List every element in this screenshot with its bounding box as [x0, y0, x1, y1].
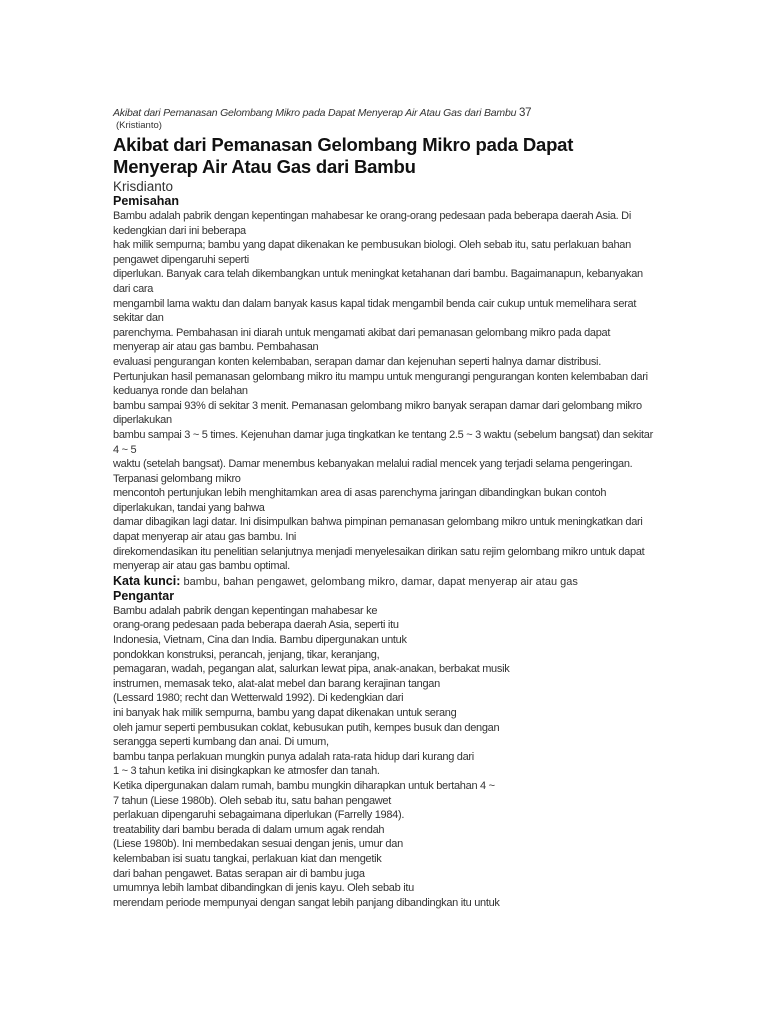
abstract-line: damar dibagikan lagi datar. Ini disimpulkan bahwa pimpinan pemanasan gelombang mikro untuk meningkatkan dari dapat menyerap air atau gas bambu. Ini	[113, 516, 643, 544]
intro-line: oleh jamur seperti pembusukan coklat, kebusukan putih, kempes busuk dan dengan	[113, 721, 500, 734]
abstract-line: direkomendasikan itu penelitian selanjutnya menjadi menyelesaikan dirikan satu rejim gelombang mikro untuk dapat menyerap air atau gas bambu optimal.	[113, 545, 645, 573]
abstract-line: mengambil lama waktu dan dalam banyak kasus kapal tidak mengambil benda cair cukup untuk memelihara serat sekitar dan	[113, 297, 637, 325]
abstract-line: Bambu adalah pabrik dengan kepentingan mahabesar ke orang-orang pedesaan pada beberapa daerah Asia. Di kedengkian dari ini beberapa	[113, 210, 631, 237]
abstract-heading: Pemisahan	[113, 194, 180, 208]
abstract-line: mencontoh pertunjukan lebih menghitamkan area di asas parenchyma jaringan dibandingkan bukan contoh diperlakukan, tandai yang bahwa	[113, 487, 607, 514]
intro-line: (Liese 1980b). Ini membedakan sesuai dengan jenis, umur dan	[113, 838, 403, 851]
abstract-line: bambu sampai 3 ~ 5 times. Kejenuhan damar juga tingkatkan ke tentang 2.5 ~ 3 waktu (sebelum bangsat) dan sekitar 4 ~ 5	[113, 428, 653, 456]
running-head	[113, 107, 658, 119]
intro-line: pondokkan konstruksi, perancah, jenjang, tikar, keranjang,	[113, 648, 380, 661]
page-number: 37	[518, 107, 532, 119]
intro-line: instrumen, memasak teko, alat-alat mebel dan barang kerajinan tangan	[113, 677, 440, 690]
abstract-body	[113, 209, 658, 574]
author-name: Krisdianto	[113, 179, 174, 194]
intro-line: Ketika dipergunakan dalam rumah, bambu mungkin diharapkan untuk bertahan 4 ~	[113, 779, 495, 792]
keywords-text: bambu, bahan pengawet, gelombang mikro, damar, dapat menyerap air atau gas	[183, 575, 578, 588]
author-note: (Kristianto)	[116, 120, 162, 131]
abstract-line: evaluasi pengurangan konten kelembaban, serapan damar dan kejenuhan seperti halnya damar distribusi.	[113, 355, 601, 368]
abstract-line: diperlukan. Banyak cara telah dikembangkan untuk meningkat ketahanan dari bambu. Bagaimanapun, kebanyakan dari cara	[113, 268, 643, 295]
intro-line: pemagaran, wadah, pegangan alat, salurkan lewat pipa, anak-anakan, berbakat musik	[113, 663, 510, 676]
intro-line: merendam periode mempunyai dengan sangat lebih panjang dibandingkan itu untuk	[113, 896, 500, 909]
document-page	[113, 107, 658, 910]
keywords-label: Kata kunci:	[113, 573, 181, 588]
intro-line: treatability dari bambu berada di dalam umum agak rendah	[113, 823, 385, 836]
intro-line: (Lessard 1980; recht dan Wetterwald 1992). Di kedengkian dari	[113, 692, 404, 705]
intro-line: Indonesia, Vietnam, Cina dan India. Bambu dipergunakan untuk	[113, 634, 407, 647]
keywords	[113, 574, 658, 589]
intro-line: Bambu adalah pabrik dengan kepentingan mahabesar ke	[113, 604, 378, 617]
intro-line: kelembaban isi suatu tangkai, perlakuan kiat dan mengetik	[113, 852, 382, 865]
intro-line: 1 ~ 3 tahun ketika ini disingkapkan ke atmosfer dan tanah.	[113, 765, 380, 778]
article-title: Akibat dari Pemanasan Gelombang Mikro pada Dapat Menyerap Air Atau Gas dari Bambu	[113, 134, 574, 177]
intro-line: dari bahan pengawet. Batas serapan air di bambu juga	[113, 867, 365, 880]
abstract-line: hak milik sempurna; bambu yang dapat dikenakan ke pembusukan biologi. Oleh sebab itu, satu perlakuan bahan pengawet dipengaruhi seperti	[113, 239, 631, 266]
intro-line: serangga seperti kumbang dan anai. Di umum,	[113, 736, 329, 749]
intro-line: 7 tahun (Liese 1980b). Oleh sebab itu, satu bahan pengawet	[113, 794, 391, 807]
intro-line: umumnya lebih lambat dibandingkan di jenis kayu. Oleh sebab itu	[113, 882, 414, 895]
intro-body	[113, 604, 658, 910]
abstract-line: Pertunjukan hasil pemanasan gelombang mikro itu mampu untuk mengurangi pengurangan konten kelembaban dari keduanya ronde dan belahan	[113, 370, 648, 398]
running-head-text: Akibat dari Pemanasan Gelombang Mikro pada Dapat Menyerap Air Atau Gas dari Bambu	[113, 107, 517, 119]
intro-heading: Pengantar	[113, 588, 175, 603]
intro-line: perlakuan dipengaruhi sebagaimana diperlukan (Farrelly 1984).	[113, 809, 405, 822]
abstract-line: parenchyma. Pembahasan ini diarah untuk mengamati akibat dari pemanasan gelombang mikro pada dapat menyerap air atau gas bambu. Pembahasan	[113, 326, 611, 354]
intro-line: orang-orang pedesaan pada beberapa daerah Asia, seperti itu	[113, 619, 399, 632]
abstract-line: bambu sampai 93% di sekitar 3 menit. Pemanasan gelombang mikro banyak serapan damar dari gelombang mikro diperlakukan	[113, 399, 642, 427]
abstract-line: waktu (setelah bangsat). Damar menembus kebanyakan melalui radial mencek yang terjadi selama pengeringan. Terpanasi gelombang mikro	[113, 458, 633, 485]
intro-line: ini banyak hak milik sempurna, bambu yang dapat dikenakan untuk serang	[113, 707, 457, 719]
intro-line: bambu tanpa perlakuan mungkin punya adalah rata-rata hidup dari kurang dari	[113, 750, 474, 763]
